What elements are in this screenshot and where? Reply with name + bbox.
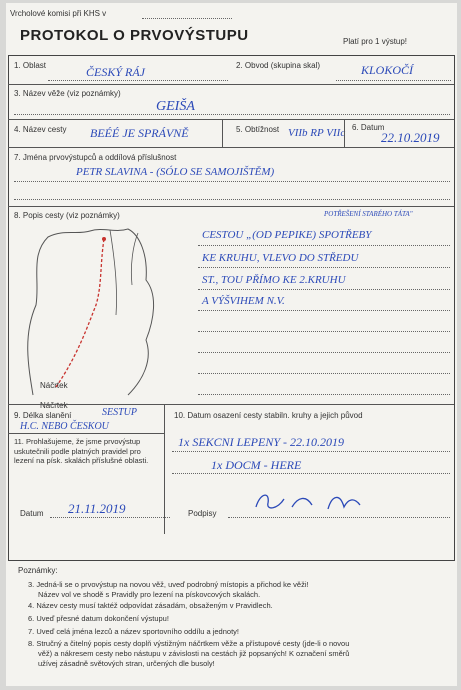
osazeni-label: 10. Datum osazení cesty stabiln. kruhy a jejich původ	[174, 411, 363, 420]
cesta-label: 4. Název cesty	[14, 125, 67, 134]
note-item: 4. Název cesty musí taktéž odpovídat zásadám, obsaženým v Pravidlech.	[28, 601, 273, 610]
popis-line-3: ST., TOU PŘÍMO KE 2.KRUHU	[202, 274, 346, 286]
route-line	[56, 239, 104, 387]
datum-podpis-value: 21.11.2019	[68, 501, 126, 516]
jmena-label: 7. Jména prvovýstupců a oddílová příslušnost	[14, 153, 177, 162]
note-item: 7. Uveď celá jména lezců a název sportovního oddílu a jednoty!	[28, 627, 239, 636]
rock-outline	[28, 229, 154, 395]
popis-line-1: CESTOU „(OD PEPIKE) SPOTŘEBY	[202, 229, 372, 241]
oblast-value: ČESKÝ RÁJ	[86, 65, 145, 79]
cesta-value: BEÉÉ JE SPRÁVNĚ	[90, 126, 189, 140]
committee-label: Vrcholové komisi při KHS v	[10, 9, 107, 18]
signature	[250, 489, 370, 515]
popis-label: 8. Popis cesty (viz poznámky)	[14, 211, 120, 220]
obtiznost-label: 5. Obtížnost	[236, 125, 280, 134]
nacrtek-label-bottom: Náčrtek	[40, 401, 68, 410]
route-sketch	[18, 225, 168, 397]
protocol-page	[6, 3, 457, 686]
popis-line-4: A VÝŠVIHEM N.V.	[202, 295, 285, 307]
jmena-value: PETR SLAVINA - (SÓLO SE SAMOJIŠTĚM)	[76, 166, 275, 178]
slaneni-value-2: H.C. NEBO ČESKOU	[20, 421, 109, 432]
slaneni-value: SESTUP	[102, 407, 137, 418]
note-item: 8. Stručný a čitelný popis cesty doplň výstižným náčrtkem věže a přístupové cesty (jde-li o novou	[28, 639, 350, 648]
note-item: užívej zásadně světových stran, určených dle busoly!	[38, 659, 215, 668]
rock-detail	[131, 233, 138, 285]
datum-value: 22.10.2019	[381, 130, 440, 145]
datum-label: 6. Datum	[352, 123, 385, 132]
popis-note: POTŘEŠENÍ STARÉHO TÁTA"	[324, 210, 413, 218]
datum-podpis-label: Datum	[20, 509, 44, 518]
nacrtek-label-top: Náčrtek	[40, 381, 68, 390]
popis-line-2: KE KRUHU, VLEVO DO STŘEDU	[202, 252, 359, 264]
valid-note: Platí pro 1 výstup!	[343, 37, 408, 46]
committee-line	[142, 18, 232, 19]
obtiznost-value: VIIb RP VIIc	[288, 127, 346, 139]
vez-value: GEIŠA	[156, 99, 195, 114]
osazeni-line-2: 1x DOCM - HERE	[211, 458, 302, 472]
note-item: 6. Uveď přesné datum dokončení výstupu!	[28, 614, 169, 623]
prohlaseni-text: 11. Prohlašujeme, že jsme prvovýstup uskutečnili podle platných pravidel pro lezení na písk. skalách příslušné oblasti.	[14, 437, 149, 465]
note-item: 3. Jedná-li se o prvovýstup na novou věž, uveď podrobný místopis a přichod ke věži!	[28, 580, 309, 589]
osazeni-line-1: 1x SEKCNI LEPENY - 22.10.2019	[178, 435, 345, 449]
slaneni-label: 9. Délka slanění	[14, 411, 72, 420]
notes-title: Poznámky:	[18, 566, 58, 575]
route-top-marker	[102, 237, 106, 241]
podpisy-label: Podpisy	[188, 509, 217, 518]
oblast-label: 1. Oblast	[14, 61, 47, 70]
page-title: PROTOKOL O PRVOVÝSTUPU	[20, 27, 249, 44]
note-item: věž) a nákresem cesty nebo nástupu v závislosti na cestách již popsaných! K označení směrů	[38, 649, 350, 658]
obvod-label: 2. Obvod (skupina skal)	[236, 61, 321, 70]
note-item: Název vol ve shodě s Pravidly pro lezení na pískovcových skalách.	[38, 590, 261, 599]
vez-label: 3. Název věže (viz poznámky)	[14, 89, 121, 98]
obvod-value: KLOKOČÍ	[361, 63, 414, 77]
crack-line	[110, 230, 117, 315]
